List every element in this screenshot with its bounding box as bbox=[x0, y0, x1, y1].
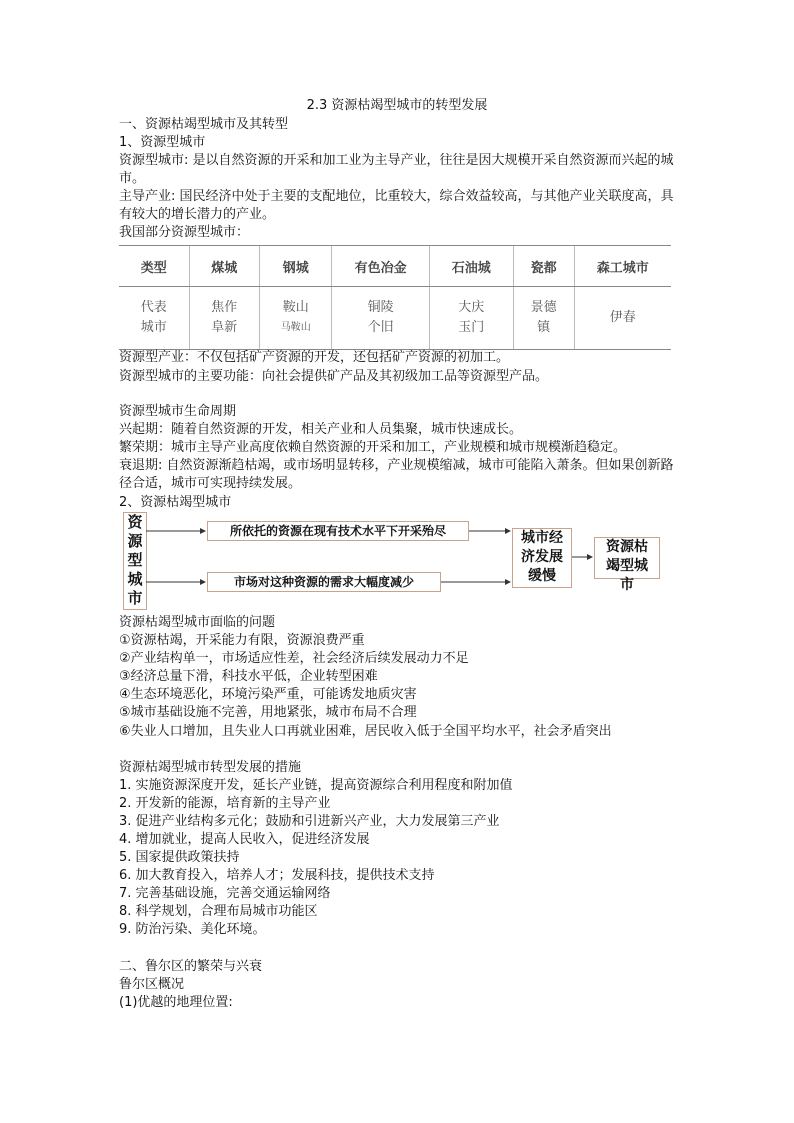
measure-item: 1. 实施资源深度开发，延长产业链，提高资源综合利用程度和附加值 bbox=[119, 778, 513, 793]
lifecycle-decline: 衰退期: 自然资源渐趋枯竭，或市场明显转移，产业规模缩减，城市可能陷入萧条。但如果创新路径合适，城市可实现持续发展。 bbox=[119, 458, 674, 491]
flow-depleted-city-box: 资源枯 竭型城 市 bbox=[594, 537, 660, 579]
problem-item: ③经济总量下滑，科技水平低，企业转型困难 bbox=[119, 669, 378, 684]
problem-item: ⑥失业人口增加，且失业人口再就业困难，居民收入低于全国平均水平，社会矛盾突出 bbox=[119, 724, 612, 739]
resource-industry-definition: 资源型产业：不仅包括矿产资源的开发，还包括矿产资源的初加工。 bbox=[119, 350, 510, 365]
resource-city-table bbox=[119, 245, 671, 350]
table-cell: 焦作 阜新 bbox=[189, 287, 260, 350]
table-header: 瓷都 bbox=[513, 246, 574, 287]
ruhr-overview: 鲁尔区概况 bbox=[119, 977, 185, 992]
measure-item: 6. 加大教育投入，培养人才；发展科技，提供技术支持 bbox=[119, 868, 435, 883]
measures-heading: 资源枯竭型城市转型发展的措施 bbox=[119, 760, 302, 775]
table-header: 类型 bbox=[119, 246, 189, 287]
measure-item: 9. 防治污染、美化环境。 bbox=[119, 922, 266, 937]
table-cell: 景德 镇 bbox=[513, 287, 574, 350]
table-header: 钢城 bbox=[260, 246, 332, 287]
ruhr-location-item: (1)优越的地理位置: bbox=[119, 995, 233, 1010]
table-cell: 伊春 bbox=[574, 287, 671, 350]
definition-resource-city: 资源型城市: 是以自然资源的开采和加工业为主导产业，往往是因大规模开采自然资源而兴起的城市。 bbox=[119, 153, 674, 186]
problem-item: ⑤城市基础设施不完善，用地紧张，城市布局不合理 bbox=[119, 705, 417, 720]
table-cell: 鞍山 马鞍山 bbox=[260, 287, 332, 350]
table-cell: 代表 城市 bbox=[119, 287, 189, 350]
lifecycle-heading: 资源型城市生命周期 bbox=[119, 404, 237, 419]
definition-leading-industry: 主导产业: 国民经济中处于主要的支配地位，比重较大，综合效益较高，与其他产业关联度高，具有较大的增长潜力的产业。 bbox=[119, 189, 674, 222]
subheading-depleted-city: 2、资源枯竭型城市 bbox=[119, 495, 232, 510]
problem-item: ④生态环境恶化，环境污染严重，可能诱发地质灾害 bbox=[119, 687, 417, 702]
measure-item: 4. 增加就业，提高人民收入，促进经济发展 bbox=[119, 832, 370, 847]
problem-item: ②产业结构单一，市场适应性差，社会经济后续发展动力不足 bbox=[119, 651, 469, 666]
measure-item: 5. 国家提供政策扶持 bbox=[119, 850, 240, 865]
table-header: 森工城市 bbox=[574, 246, 671, 287]
measure-item: 8. 科学规划，合理布局城市功能区 bbox=[119, 904, 318, 919]
measure-item: 2. 开发新的能源，培育新的主导产业 bbox=[119, 796, 331, 811]
table-header: 石油城 bbox=[429, 246, 513, 287]
problems-heading: 资源枯竭型城市面临的问题 bbox=[119, 615, 276, 630]
flow-resource-city-box: 资 源 型 城 市 bbox=[123, 512, 147, 610]
table-intro: 我国部分资源型城市： bbox=[119, 225, 250, 240]
section1-heading: 一、资源枯竭型城市及其转型 bbox=[119, 117, 289, 132]
table-header: 有色冶金 bbox=[332, 246, 429, 287]
measure-item: 3. 促进产业结构多元化；鼓励和引进新兴产业，大力发展第三产业 bbox=[119, 814, 500, 829]
page-title: 2.3 资源枯竭型城市的转型发展 bbox=[306, 98, 488, 113]
lifecycle-rise: 兴起期：随着自然资源的开发，相关产业和人员集聚，城市快速成长。 bbox=[119, 422, 523, 437]
subheading-resource-city: 1、资源型城市 bbox=[119, 135, 206, 150]
lifecycle-boom: 繁荣期：城市主导产业高度依赖自然资源的开采和加工，产业规模和城市规模渐趋稳定。 bbox=[119, 440, 627, 455]
resource-city-function: 资源型城市的主要功能：向社会提供矿产品及其初级加工品等资源型产品。 bbox=[119, 369, 549, 384]
table-cell: 大庆 玉门 bbox=[429, 287, 513, 350]
measure-item: 7. 完善基础设施，完善交通运输网络 bbox=[119, 886, 331, 901]
section2-heading: 二、鲁尔区的繁荣与兴衰 bbox=[119, 959, 263, 974]
flow-cause-exhausted: 所依托的资源在现有技术水平下开采殆尽 bbox=[207, 521, 469, 541]
flow-slow-growth-box: 城市经 济发展 缓慢 bbox=[512, 528, 572, 588]
table-header-row bbox=[119, 246, 671, 287]
table-row bbox=[119, 287, 671, 350]
flow-cause-demand-drop: 市场对这种资源的需求大幅度减少 bbox=[207, 572, 441, 592]
table-header: 煤城 bbox=[189, 246, 260, 287]
problem-item: ①资源枯竭，开采能力有限，资源浪费严重 bbox=[119, 633, 365, 648]
table-cell: 铜陵 个旧 bbox=[332, 287, 429, 350]
